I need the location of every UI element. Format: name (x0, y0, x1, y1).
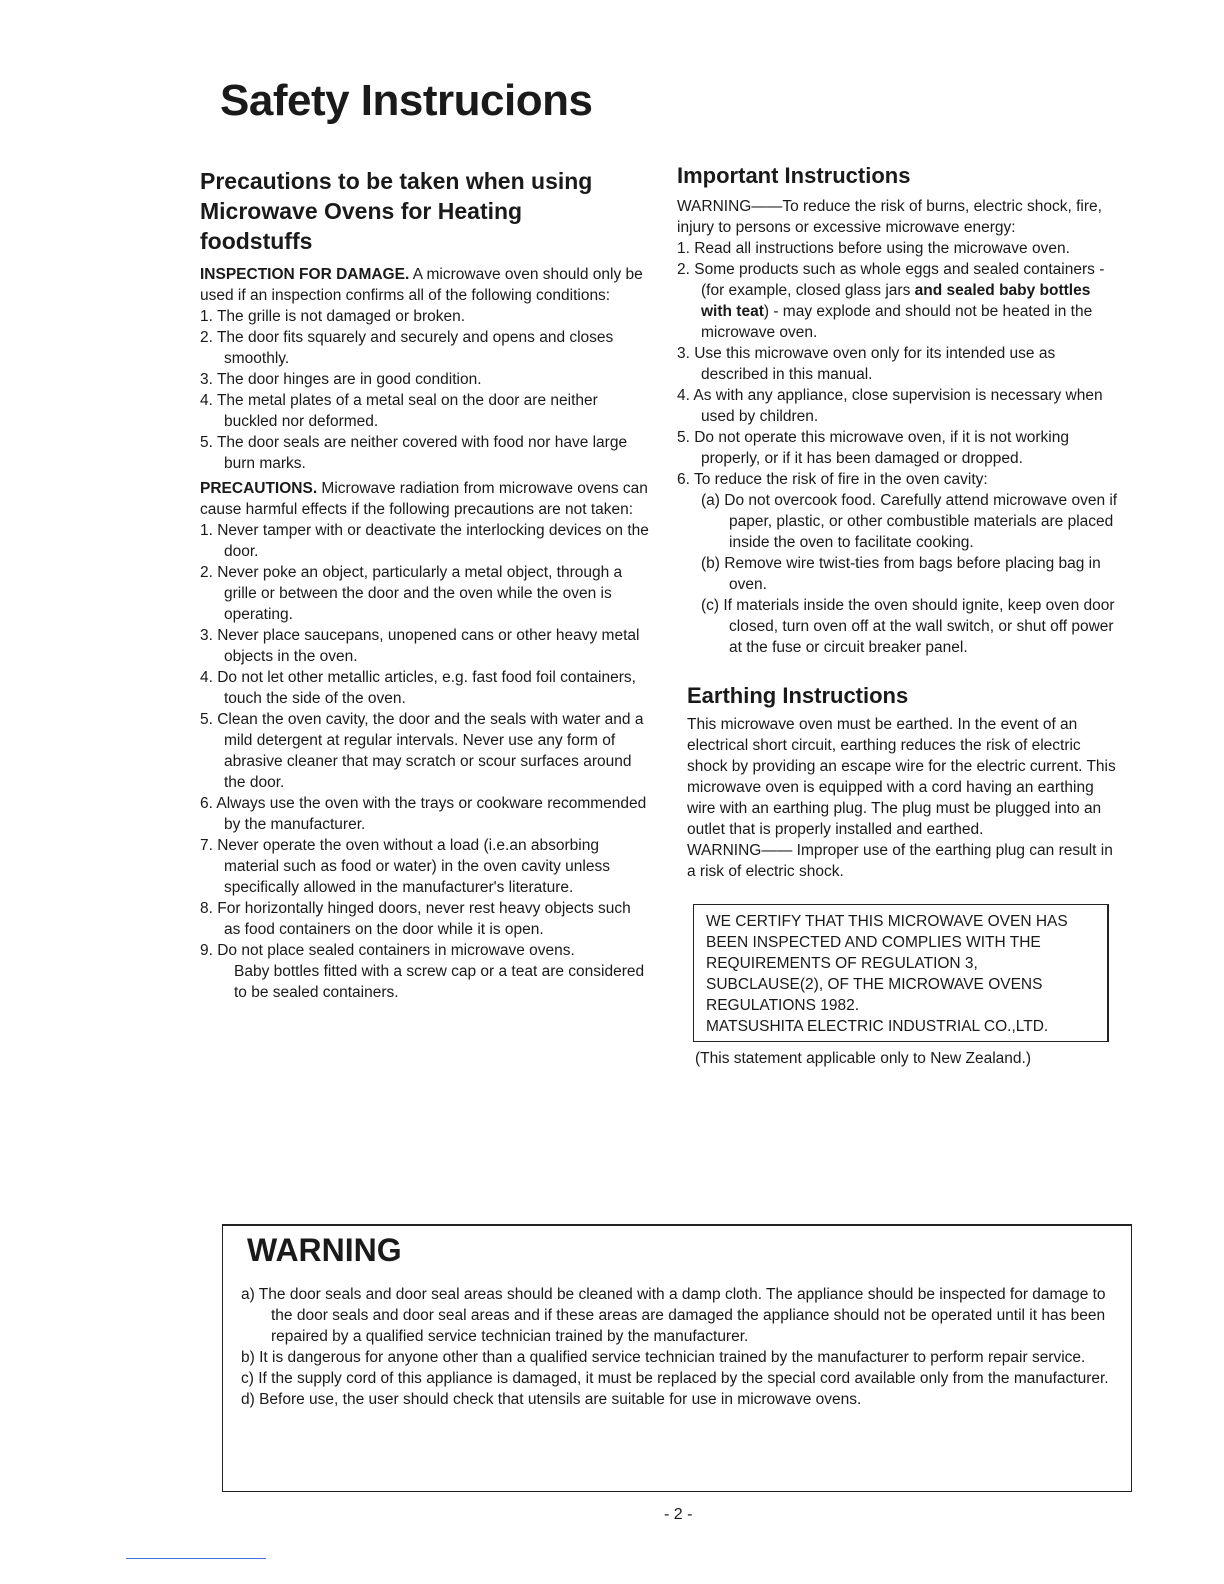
inspection-lead: INSPECTION FOR DAMAGE. (200, 266, 410, 283)
important-warning: WARNING——To reduce the risk of burns, electric shock, fire, injury to persons or excessive microwave energy: (677, 198, 1102, 236)
page-title: Safety Instrucions (220, 76, 593, 125)
precautions-paragraph (200, 478, 650, 520)
inspection-paragraph (200, 264, 650, 306)
certificate-text: WE CERTIFY THAT THIS MICROWAVE OVEN HAS BEEN INSPECTED AND COMPLIES WITH THE REQUIREMENTS OF REGULATION 3, SUBCLAUSE(2), OF THE MICROWAVE OVENS REGULATIONS 1982. (706, 913, 1068, 1014)
certificate-note: (This statement applicable only to New Zealand.) (695, 1050, 1031, 1067)
list-item: 3. Never place saucepans, unopened cans or other heavy metal objects in the oven. (200, 627, 640, 665)
footer-divider (126, 1558, 266, 1559)
list-item: 4. The metal plates of a metal seal on the door are neither buckled nor deformed. (200, 392, 598, 430)
list-item (677, 259, 1122, 343)
list-item: 5. Do not operate this microwave oven, if it is not working properly, or if it has been damaged or dropped. (677, 429, 1069, 467)
list-item: 7. Never operate the oven without a load (i.e.an absorbing material such as food or water) in the oven cavity unless specifically allowed in the manufacturer's literature. (200, 837, 610, 896)
list-item: d) Before use, the user should check that utensils are suitable for use in microwave ovens. (241, 1391, 862, 1408)
list-item: (c) If materials inside the oven should ignite, keep oven door closed, turn oven off at the wall switch, or shut off power at the fuse or circuit breaker panel. (701, 597, 1115, 656)
list-item: 4. As with any appliance, close supervision is necessary when used by children. (677, 387, 1103, 425)
inspection-list (200, 306, 650, 474)
list-item: 9. Do not place sealed containers in microwave ovens. (200, 942, 575, 959)
precautions-text: Microwave radiation from microwave ovens can cause harmful effects if the following precautions are not taken: (200, 480, 648, 518)
list-item: 5. The door seals are neither covered with food nor have large burn marks. (200, 434, 628, 472)
list-item: 1. The grille is not damaged or broken. (200, 308, 466, 325)
earthing-heading: Earthing Instructions (687, 683, 909, 708)
precautions-list (200, 520, 650, 961)
list-item: 2. The door fits squarely and securely and opens and closes smoothly. (200, 329, 614, 367)
item2-text: 2. Some products such as whole eggs and sealed containers - (for example, closed glass jars (677, 261, 1105, 299)
item2-text-end: ) - may explode and should not be heated in the microwave oven. (701, 303, 1093, 341)
right-column (677, 162, 1122, 1069)
list-item: (a) Do not overcook food. Carefully attend microwave oven if paper, plastic, or other combustible materials are placed inside the oven to facilitate cooking. (701, 492, 1118, 551)
item2-bold: and sealed baby bottles with teat (701, 282, 1091, 320)
important-list (677, 238, 1122, 490)
precautions-lead: PRECAUTIONS. (200, 480, 318, 497)
important-heading: Important Instructions (677, 163, 911, 188)
inspection-text: A microwave oven should only be used if an inspection confirms all of the following conditions: (200, 266, 643, 304)
earthing-warning: WARNING—— Improper use of the earthing plug can result in a risk of electric shock. (687, 842, 1113, 880)
list-item: 6. Always use the oven with the trays or cookware recommended by the manufacturer. (200, 795, 647, 833)
certificate-box (693, 904, 1109, 1042)
list-item: 1. Read all instructions before using the microwave oven. (677, 240, 1070, 257)
left-column (200, 166, 650, 1003)
list-item: 3. The door hinges are in good condition. (200, 371, 482, 388)
list-item: b) It is dangerous for anyone other than a qualified service technician trained by the manufacturer to perform repair service. (241, 1349, 1086, 1366)
list-item: (b) Remove wire twist-ties from bags before placing bag in oven. (701, 555, 1101, 593)
precautions-heading: Precautions to be taken when using Microwave Ovens for Heating foodstuffs (200, 168, 593, 254)
warning-title: WARNING (247, 1232, 402, 1268)
list-item: 3. Use this microwave oven only for its intended use as described in this manual. (677, 345, 1056, 383)
list-item: 4. Do not let other metallic articles, e.g. fast food foil containers, touch the side of the oven. (200, 669, 636, 707)
list-item: 6. To reduce the risk of fire in the oven cavity: (677, 471, 988, 488)
list-item: 8. For horizontally hinged doors, never rest heavy objects such as food containers on the door while it is open. (200, 900, 631, 938)
list-item: 5. Clean the oven cavity, the door and the seals with water and a mild detergent at regular intervals. Never use any form of abrasive cleaner that may scratch or scour surfaces around the door. (200, 711, 644, 791)
fire-sub-list (701, 490, 1122, 658)
list-item: a) The door seals and door seal areas should be cleaned with a damp cloth. The appliance should be inspected for damage to the door seals and door seal areas and if these areas are damaged the appliance should not be operated until it has been repaired by a qualified service technician trained by the manufacturer. (241, 1286, 1106, 1345)
warning-list (241, 1284, 1111, 1410)
earthing-text: This microwave oven must be earthed. In the event of an electrical short circuit, earthing reduces the risk of electric shock by providing an escape wire for the electric current. This microwave oven is equipped with a cord having an earthing wire with an earthing plug. The plug must be plugged into an outlet that is properly installed and earthed. (687, 716, 1116, 838)
page-number: - 2 - (664, 1506, 693, 1523)
list-item: 2. Never poke an object, particularly a metal object, through a grille or between the door and the oven while the oven is operating. (200, 564, 623, 623)
sealed-containers-note: Baby bottles fitted with a screw cap or a teat are considered to be sealed containers. (234, 963, 645, 1001)
list-item: c) If the supply cord of this appliance is damaged, it must be replaced by the special cord available only from the manufacturer. (241, 1370, 1109, 1387)
list-item: 1. Never tamper with or deactivate the interlocking devices on the door. (200, 522, 649, 560)
certificate-company: MATSUSHITA ELECTRIC INDUSTRIAL CO.,LTD. (706, 1018, 1049, 1035)
warning-box (222, 1224, 1132, 1492)
